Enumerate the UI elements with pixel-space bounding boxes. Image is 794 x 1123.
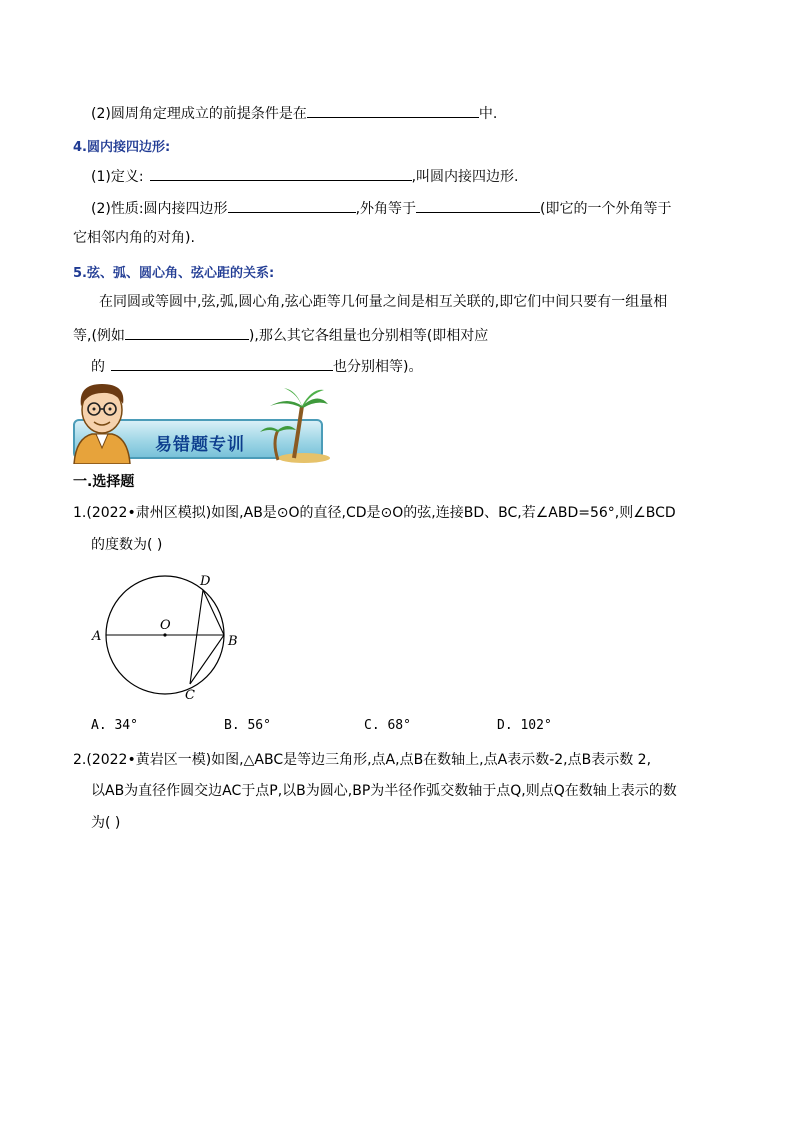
palm-tree-icon (260, 388, 330, 463)
section4-definition (91, 166, 518, 186)
property-label: (2)性质:圆内接四边形 (91, 201, 228, 217)
label-d: D (200, 574, 211, 589)
answer-blank (228, 198, 356, 213)
chord-bd (203, 590, 224, 635)
definition-label: (1)定义: (91, 169, 144, 185)
section5-para1: 在同圆或等圆中,弦,弧,圆心角,弦心距等几何量之间是相互关联的,即它们中间只要有一组量相 (99, 294, 668, 310)
q2-stem-line1: 2.(2022•黄岩区一模)如图,△ABC是等边三角形,点A,点B在数轴上,点A表示数-2,点B表示数 2, (73, 752, 652, 768)
label-b: B (228, 634, 238, 649)
teacher-cartoon-icon (74, 384, 130, 464)
q1-option-a[interactable]: A. 34° (91, 718, 138, 733)
answer-blank (125, 325, 249, 340)
section4-property-line2: 它相邻内角的对角). (73, 230, 195, 246)
q1-stem-line2: 的度数为( ) (91, 537, 163, 553)
para2-prefix: 等,(例如 (73, 328, 125, 344)
property-suffix: (即它的一个外角等于 (540, 201, 672, 217)
center-point (163, 633, 166, 636)
q2-stem-line2: 以AB为直径作圆交边AC于点P,以B为圆心,BP为半径作弧交数轴于点Q,则点Q在数轴上表示的数 (91, 783, 677, 799)
q1-option-d[interactable]: D. 102° (497, 718, 552, 733)
banner-title: 易错题专训 (155, 435, 245, 455)
q1-stem-line1: 1.(2022•肃州区模拟)如图,AB是⊙O的直径,CD是⊙O的弦,连接BD、BC,若∠ABD=56°,则∠BCD (73, 505, 676, 521)
top-item (91, 103, 497, 123)
property-middle: ,外角等于 (355, 201, 417, 217)
top-item-suffix: 中. (478, 106, 498, 122)
definition-suffix: ,叫圆内接四边形. (411, 169, 519, 185)
section5-para3 (91, 356, 422, 376)
label-c: C (185, 688, 195, 703)
section4-heading: 4.圆内接四边形: (73, 140, 171, 155)
q2-stem-line3: 为( ) (91, 815, 121, 831)
answer-blank (150, 166, 412, 181)
answer-blank (111, 356, 333, 371)
section4-property (91, 198, 671, 218)
top-item-prefix: (2)圆周角定理成立的前提条件是在 (91, 106, 307, 122)
answer-blank (307, 103, 479, 118)
chord-cd (190, 590, 203, 684)
section5-para2 (73, 325, 488, 345)
para2-suffix: ),那么其它各组量也分别相等(即相对应 (248, 328, 489, 344)
q1-option-b[interactable]: B. 56° (224, 718, 271, 733)
para3-prefix: 的 (91, 359, 105, 375)
answer-blank (416, 198, 540, 213)
label-o: O (160, 618, 171, 633)
q1-figure (86, 568, 246, 704)
label-a: A (92, 629, 102, 644)
section5-heading: 5.弦、弧、圆心角、弦心距的关系: (73, 266, 275, 281)
q1-option-c[interactable]: C. 68° (364, 718, 411, 733)
part1-heading: 一.选择题 (73, 474, 135, 490)
para3-suffix: 也分别相等)。 (333, 359, 423, 375)
